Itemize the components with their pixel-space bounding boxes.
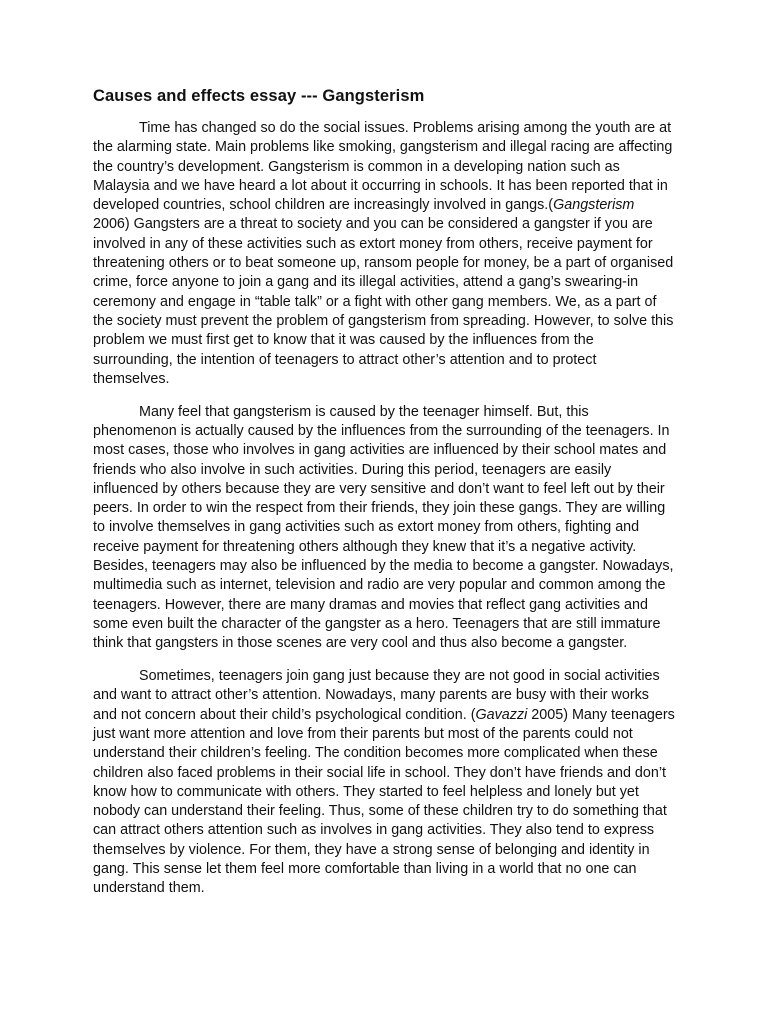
citation-gangsterism: Gangsterism	[553, 197, 635, 214]
paragraph-text: Time has changed so do the social issues. Problems arising among the youth are at the alarming state. Main problems like smoking, gangsterism and illegal racing are affecting the country’s development. Gangsterism is common in a developing nation such as Malaysia and we have heard a lot about it occurring in schools. It has been reported that in developed countries, school children are increasingly involved in gangs.(	[93, 120, 673, 214]
paragraph-text: Sometimes, teenagers join gang just because they are not good in social activities and want to attract other’s attention. Nowadays, many parents are busy with their works and not concern about their child’s psychological condition. (	[93, 668, 660, 723]
paragraph-1	[93, 119, 675, 389]
paragraph-text: 2005) Many teenagers just want more attention and love from their parents but most of the parents could not understand their children’s feeling. The condition becomes more complicated when these children also faced problems in their social life in school. They don’t have friends and don’t know how to communicate with others. They started to feel helpless and lonely but yet nobody can understand their feeling. Thus, some of these children try to do something that can attract others attention such as involves in gang activities. They also tend to express themselves by violence. For them, they have a strong sense of belonging and identity in gang. This sense let them feel more comfortable than living in a world that no one can understand them.	[93, 706, 675, 897]
paragraph-2	[93, 403, 675, 654]
paragraph-text: Many feel that gangsterism is caused by the teenager himself. But, this phenomenon is actually caused by the influences from the surrounding of the teenagers. In most cases, those who involves in gang activities are influenced by their school mates and friends who also involve in such activities. During this period, teenagers are easily influenced by others because they are very sensitive and don’t want to feel left out by their peers. In order to win the respect from their friends, they join these gangs. They are willing to involve themselves in gang activities such as extort money from others, fighting and receive payment for threatening others although they knew that it’s a negative activity. Besides, teenagers may also be influenced by the media to become a gangster. Nowadays, multimedia such as internet, television and radio are very popular and common among the teenagers. However, there are many dramas and movies that reflect gang activities and some even built the character of the gangster as a hero. Teenagers that are still immature think that gangsters in those scenes are very cool and thus also become a gangster.	[93, 403, 674, 652]
essay-title: Causes and effects essay --- Gangsterism	[93, 87, 425, 105]
document-page	[93, 86, 675, 912]
paragraph-text: 2006) Gangsters are a threat to society and you can be considered a gangster if you are involved in any of these activities such as extort money from others, receive payment for threatening others or to beat someone up, ransom people for money, be a part of organised crime, force anyone to join a gang and its illegal activities, attend a gang’s swearing-in ceremony and engage in “table talk” or a fight with other gang members. We, as a part of the society must prevent the problem of gangsterism from spreading. However, to solve this problem we must first get to know that it was caused by the influences from the surrounding, the intention of teenagers to attract other’s attention and to protect themselves.	[93, 216, 674, 387]
paragraph-3	[93, 667, 675, 899]
citation-gavazzi: Gavazzi	[475, 706, 528, 723]
